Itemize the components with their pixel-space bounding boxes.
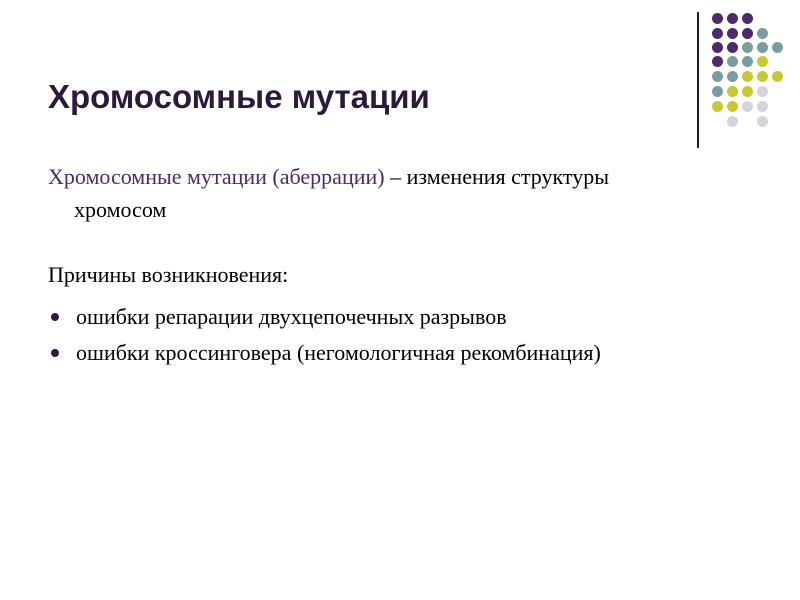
definition-text-line1: изменения структуры — [406, 164, 609, 189]
decorative-dot — [742, 86, 753, 97]
decorative-dot — [742, 71, 753, 82]
decorative-dot — [712, 13, 723, 24]
causes-label: Причины возникновения: — [48, 262, 289, 287]
definition-paragraph — [48, 160, 768, 226]
bullet-icon — [51, 349, 59, 357]
decorative-dot — [712, 56, 723, 67]
decorative-dot — [742, 13, 753, 24]
bullet-item — [48, 304, 507, 330]
definition-text-line2: хромосом — [74, 197, 167, 222]
decorative-dot — [742, 101, 753, 112]
decorative-dot — [712, 42, 723, 53]
decorative-dot — [742, 56, 753, 67]
decorative-dot — [727, 71, 738, 82]
decorative-dot — [757, 71, 768, 82]
decorative-dot — [757, 28, 768, 39]
decorative-dot — [727, 28, 738, 39]
decorative-dot — [712, 86, 723, 97]
decorative-dot — [727, 56, 738, 67]
bullet-item — [48, 340, 601, 366]
decorative-dot — [742, 42, 753, 53]
decorative-dot — [772, 71, 783, 82]
definition-term: Хромосомные мутации (аберрации) — [48, 164, 385, 189]
decorative-dot — [757, 116, 768, 127]
decorative-dot — [757, 86, 768, 97]
decorative-dot — [757, 42, 768, 53]
decorative-dot — [712, 101, 723, 112]
decorative-dot — [727, 101, 738, 112]
decorative-dot — [772, 42, 783, 53]
decorative-dot — [757, 101, 768, 112]
decorative-vertical-line — [697, 12, 699, 148]
decorative-dot — [742, 28, 753, 39]
decorative-dot — [712, 28, 723, 39]
definition-separator: – — [384, 164, 407, 189]
bullet-text: ошибки кроссинговера (негомологичная рекомбинация) — [76, 340, 601, 365]
decorative-dot — [727, 86, 738, 97]
decorative-dot — [757, 56, 768, 67]
decorative-dot — [727, 13, 738, 24]
bullet-text: ошибки репарации двухцепочечных разрывов — [76, 304, 507, 329]
bullet-icon — [51, 313, 59, 321]
slide-title: Хромосомные мутации — [48, 78, 430, 115]
decorative-dot — [712, 71, 723, 82]
decorative-dot — [727, 116, 738, 127]
decorative-dot — [727, 42, 738, 53]
